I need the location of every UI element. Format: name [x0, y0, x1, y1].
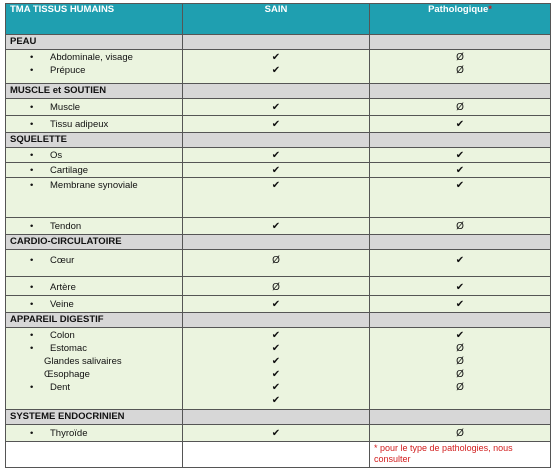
- header-sain: [183, 4, 370, 35]
- table-row: [6, 178, 551, 218]
- section-title: MUSCLE et SOUTIEN: [6, 84, 183, 99]
- section-sain-cell: [183, 313, 370, 328]
- section-sain-cell: [183, 235, 370, 250]
- check-icon: ✔: [271, 52, 281, 63]
- patho-cell: [370, 50, 551, 84]
- section-header-row: [6, 35, 551, 50]
- check-icon: ✔: [455, 180, 465, 191]
- null-icon: Ø: [456, 369, 464, 380]
- sain-cell: [183, 178, 370, 218]
- tissue-label: Os: [50, 150, 63, 161]
- tissue-item: [10, 355, 178, 368]
- patho-cell: [370, 296, 551, 313]
- section-header-row: [6, 235, 551, 250]
- tissue-item: [10, 329, 178, 342]
- header-asterisk: *: [488, 4, 492, 15]
- sain-cell: [183, 296, 370, 313]
- tissue-cell: [6, 50, 183, 84]
- check-icon: ✔: [455, 282, 465, 293]
- tissue-label: Prépuce: [50, 65, 86, 76]
- section-header-row: [6, 410, 551, 425]
- bullet-icon: •: [30, 282, 34, 293]
- tissue-label: Membrane synoviale: [50, 180, 138, 191]
- tissue-label: Abdominale, visage: [50, 52, 133, 63]
- section-patho-cell: [370, 235, 551, 250]
- tissue-item: [10, 427, 178, 440]
- tissue-table: [5, 3, 551, 468]
- table-row: [6, 425, 551, 442]
- null-icon: Ø: [456, 356, 464, 367]
- table-row: [6, 250, 551, 277]
- section-patho-cell: [370, 84, 551, 99]
- header-patho-label: Pathologique: [428, 4, 489, 15]
- tissue-item: [10, 51, 178, 64]
- tissue-label: Œsophage: [44, 369, 90, 380]
- tissue-item: [10, 64, 178, 77]
- section-patho-cell: [370, 410, 551, 425]
- bullet-icon: •: [30, 102, 34, 113]
- bullet-icon: •: [30, 180, 34, 191]
- sain-cell: [183, 425, 370, 442]
- tissue-label: Dent: [50, 382, 71, 393]
- null-icon: Ø: [456, 382, 464, 393]
- check-icon: ✔: [271, 102, 281, 113]
- header-sain-label: SAIN: [264, 4, 288, 15]
- patho-cell: [370, 218, 551, 235]
- section-sain-cell: [183, 133, 370, 148]
- null-icon: Ø: [456, 52, 464, 63]
- patho-cell: [370, 99, 551, 116]
- patho-cell: [370, 277, 551, 296]
- section-patho-cell: [370, 133, 551, 148]
- table-row: [6, 116, 551, 133]
- check-icon: ✔: [271, 395, 281, 406]
- bullet-icon: •: [30, 165, 34, 176]
- tissue-cell: [6, 425, 183, 442]
- check-icon: ✔: [271, 150, 281, 161]
- tissue-cell: [6, 277, 183, 296]
- tissue-item: [10, 368, 178, 381]
- tissue-item: [10, 254, 178, 267]
- tissue-cell: [6, 250, 183, 277]
- check-icon: ✔: [271, 356, 281, 367]
- check-icon: ✔: [271, 119, 281, 130]
- null-icon: Ø: [272, 282, 280, 293]
- tissue-cell: [6, 116, 183, 133]
- footnote-marker: *: [374, 443, 381, 453]
- check-icon: ✔: [271, 343, 281, 354]
- section-sain-cell: [183, 35, 370, 50]
- tissue-label: Tendon: [50, 221, 82, 232]
- tissue-label: Muscle: [50, 102, 81, 113]
- table-row: [6, 277, 551, 296]
- tissue-item: [10, 164, 178, 177]
- section-title: PEAU: [6, 35, 183, 50]
- check-icon: ✔: [271, 428, 281, 439]
- bullet-icon: •: [30, 428, 34, 439]
- tissue-item: [10, 220, 178, 233]
- check-icon: ✔: [455, 330, 465, 341]
- section-title: APPAREIL DIGESTIF: [6, 313, 183, 328]
- section-title: CARDIO-CIRCULATOIRE: [6, 235, 183, 250]
- bullet-icon: •: [30, 221, 34, 232]
- section-patho-cell: [370, 313, 551, 328]
- section-sain-cell: [183, 410, 370, 425]
- tissue-item: [10, 179, 178, 192]
- check-icon: ✔: [271, 369, 281, 380]
- bullet-icon: •: [30, 330, 34, 341]
- null-icon: Ø: [456, 65, 464, 76]
- section-title: SYSTEME ENDOCRINIEN: [6, 410, 183, 425]
- sain-cell: [183, 277, 370, 296]
- check-icon: ✔: [271, 330, 281, 341]
- tissue-cell: [6, 99, 183, 116]
- header-tissue-label: TMA TISSUS HUMAINS: [10, 4, 115, 15]
- sain-cell: [183, 148, 370, 163]
- table-row: [6, 163, 551, 178]
- tissue-label: Thyroïde: [50, 428, 88, 439]
- patho-cell: [370, 116, 551, 133]
- section-title: SQUELETTE: [6, 133, 183, 148]
- bullet-icon: •: [30, 52, 34, 63]
- tissue-cell: [6, 218, 183, 235]
- table-row: [6, 296, 551, 313]
- header-tissue: [6, 4, 183, 35]
- check-icon: ✔: [271, 65, 281, 76]
- table-row: [6, 218, 551, 235]
- tissue-cell: [6, 328, 183, 410]
- table-row: [6, 328, 551, 410]
- sain-cell: [183, 99, 370, 116]
- check-icon: ✔: [271, 165, 281, 176]
- patho-cell: [370, 163, 551, 178]
- bullet-icon: •: [30, 65, 34, 76]
- tissue-label: Artère: [50, 282, 76, 293]
- section-sain-cell: [183, 84, 370, 99]
- check-icon: ✔: [271, 180, 281, 191]
- tissue-label: Estomac: [50, 343, 87, 354]
- sain-cell: [183, 116, 370, 133]
- sain-cell: [183, 163, 370, 178]
- tissue-label: Colon: [50, 330, 75, 341]
- sain-cell: [183, 218, 370, 235]
- table-row: [6, 50, 551, 84]
- bullet-icon: •: [30, 255, 34, 266]
- tissue-item: [10, 342, 178, 355]
- bullet-icon: •: [30, 343, 34, 354]
- null-icon: Ø: [456, 343, 464, 354]
- check-icon: ✔: [455, 165, 465, 176]
- tissue-item: [10, 101, 178, 114]
- tissue-cell: [6, 296, 183, 313]
- footnote-text: [374, 442, 546, 465]
- tissue-cell: [6, 163, 183, 178]
- bullet-icon: •: [30, 382, 34, 393]
- table-row: [6, 148, 551, 163]
- null-icon: Ø: [456, 221, 464, 232]
- patho-cell: [370, 148, 551, 163]
- null-icon: Ø: [456, 102, 464, 113]
- patho-cell: [370, 425, 551, 442]
- null-icon: Ø: [456, 428, 464, 439]
- null-icon: Ø: [272, 255, 280, 266]
- check-icon: ✔: [455, 119, 465, 130]
- tissue-cell: [6, 148, 183, 163]
- tissue-label: Veine: [50, 299, 74, 310]
- section-patho-cell: [370, 35, 551, 50]
- tissue-label: Glandes salivaires: [44, 356, 122, 367]
- check-icon: ✔: [455, 150, 465, 161]
- tissue-item: [10, 149, 178, 162]
- bullet-icon: •: [30, 299, 34, 310]
- tissue-item: [10, 118, 178, 131]
- bullet-icon: •: [30, 119, 34, 130]
- table-header-row: [6, 4, 551, 35]
- patho-cell: [370, 328, 551, 410]
- tissue-item: [10, 381, 178, 394]
- check-icon: ✔: [455, 299, 465, 310]
- check-icon: ✔: [271, 221, 281, 232]
- check-icon: ✔: [455, 255, 465, 266]
- check-icon: ✔: [271, 299, 281, 310]
- bullet-icon: •: [30, 150, 34, 161]
- section-header-row: [6, 133, 551, 148]
- tissue-label: Tissu adipeux: [50, 119, 109, 130]
- tissue-label: Cartilage: [50, 165, 89, 176]
- sain-cell: [183, 328, 370, 410]
- sain-cell: [183, 250, 370, 277]
- patho-cell: [370, 178, 551, 218]
- tissue-label: Cœur: [50, 255, 75, 266]
- tissue-cell: [6, 178, 183, 218]
- patho-cell: [370, 250, 551, 277]
- tissue-table-container: [5, 3, 550, 468]
- header-pathologique: [370, 4, 551, 35]
- section-header-row: [6, 313, 551, 328]
- sain-cell: [183, 50, 370, 84]
- footnote-body: pour le type de pathologies, nous consulter: [374, 443, 513, 464]
- table-row: [6, 99, 551, 116]
- section-header-row: [6, 84, 551, 99]
- tissue-item: [10, 298, 178, 311]
- check-icon: ✔: [271, 382, 281, 393]
- tissue-item: [10, 281, 178, 294]
